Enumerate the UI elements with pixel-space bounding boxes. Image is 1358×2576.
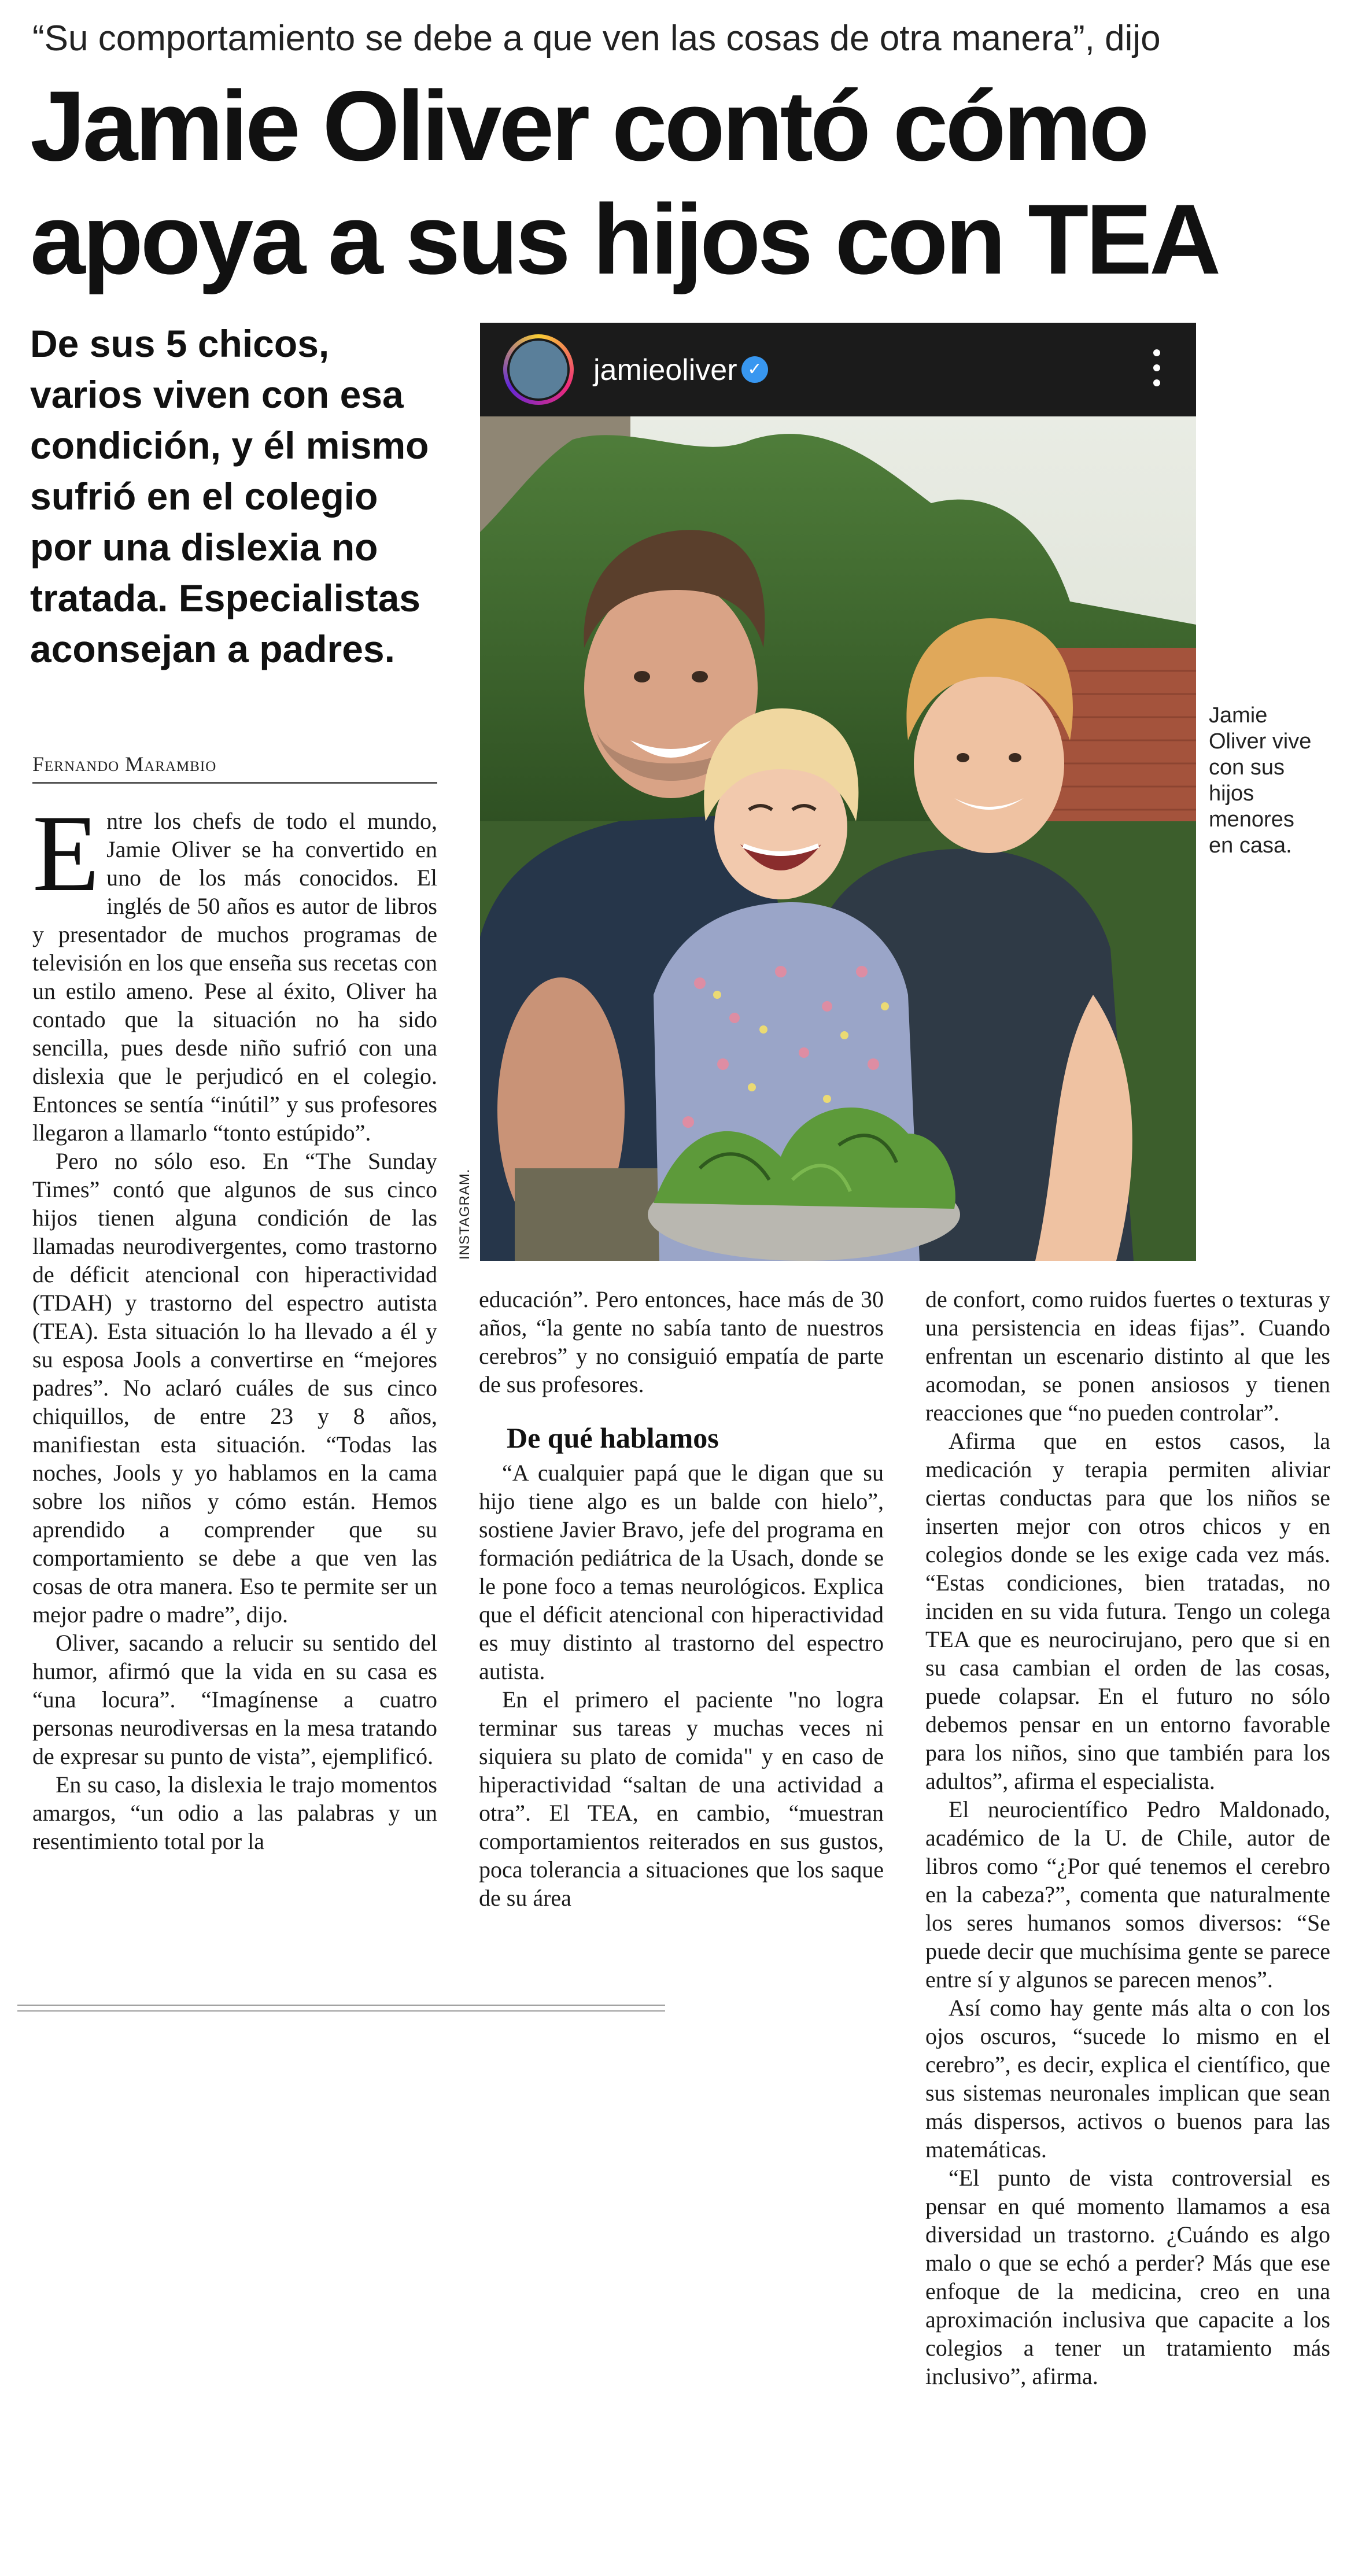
article-deck: De sus 5 chicos, varios viven con esa condición, y él mismo sufrió en el colegio por una dislexia no tratada. Especialistas aconsejan a padres. [30, 322, 429, 670]
paragraph [32, 793, 437, 1147]
instagram-post-photo [480, 323, 1196, 1261]
instagram-username: jamieoliver [593, 353, 737, 387]
article-column-1 [32, 793, 437, 1855]
article-byline: Fernando Marambio [32, 752, 437, 784]
paragraph: de confort, como ruidos fuertes o texturas y una persistencia en ideas fijas”. Cuando enfrentan un escenario distinto al que les acomodan, se ponen ansiosos y tienen reacciones que “no pueden controlar”. [925, 1286, 1330, 1426]
boy-face [914, 674, 1064, 853]
instagram-header-bar [480, 323, 1196, 416]
headline-line-2: apoya a sus hijos con TEA [30, 184, 1219, 295]
avatar-image [507, 338, 570, 401]
photo-credit: INSTAGRAM. [457, 1168, 473, 1260]
article-column-3 [925, 1285, 1330, 2390]
photo-caption: Jamie Oliver vive con sus hijos menores en casa. [1209, 703, 1312, 858]
drop-cap: E [32, 793, 100, 914]
avatar [503, 334, 574, 405]
menu-dot [1153, 379, 1160, 386]
paragraph: Afirma que en estos casos, la medicación y terapia permiten aliviar ciertas conductas para que los niños se inserten mejor con otros chicos y en colegios donde se les exige cada vez más. “Estas condiciones, bien tratadas, no inciden en su vida futura. Tengo un colega TEA que es neurocirujano, pero que si en su casa cambian el orden de las cosas, puede colapsar. En el futuro no sólo debemos pensar en un entorno favorable para los niños, sino que también para los adultos”, afirma el especialista. [925, 1428, 1330, 1794]
menu-dot [1153, 364, 1160, 371]
article-headline [30, 69, 1337, 296]
paragraph: “A cualquier papá que le digan que su hijo tiene algo es un balde con hielo”, sostiene Javier Bravo, jefe del programa en formación pediátrica de la Usach, donde se le pone foco a temas neurológicos. Explica que el déficit atencional con hiperactividad es muy distinto al trastorno del espectro autista. [479, 1460, 884, 1684]
menu-dot [1153, 349, 1160, 356]
paragraph-text: ntre los chefs de todo el mundo, Jamie Oliver se ha convertido en uno de los más conocidos. El inglés de 50 años es autor de libros y presentador de muchos programas de televisión en los que enseña sus recetas con un estilo ameno. Pese al éxito, Oliver ha contado que la situación no ha sido sencilla, pues desde niño sufrió con una dislexia que le perjudicó en el colegio. Entonces se sentía “inútil” y sus profesores llegaron a llamarlo “tonto estúpido”. [32, 808, 437, 1146]
paragraph: En su caso, la dislexia le trajo momentos amargos, “un odio a las palabras y un resentimiento total por la [32, 1772, 437, 1854]
verified-badge-icon: ✓ [741, 356, 768, 383]
section-subhead: De qué hablamos [507, 1422, 719, 1454]
article-column-2 [479, 1285, 884, 1912]
paragraph: Así como hay gente más alta o con los ojos oscuros, “sucede lo mismo en el cerebro”, es decir, explica el científico, que sus sistemas neuronales implican que sean más dispersos, activos o buenos para las matemáticas. [925, 1995, 1330, 2162]
article-kicker: “Su comportamiento se debe a que ven las cosas de otra manera”, dijo [32, 19, 1161, 58]
man-shorts [515, 1168, 665, 1261]
paragraph: Pero no sólo eso. En “The Sunday Times” contó que algunos de sus cinco hijos tienen alguna condición de las llamadas neurodivergentes, como trastorno de déficit atencional con hiperactividad (TDAH) y trastorno del espectro autista (TEA). Esta situación lo ha llevado a él y su esposa Jools a convertirse en “mejores padres”. No aclaró cuáles de sus cinco chiquillos, de entre 23 y 8 años, manifiestan esta situación. “Todas las noches, Jools y yo hablamos en la cama sobre los niños y cómo están. Hemos aprendido a comprender que su comportamiento se debe a que ven las cosas de otra manera. Eso te permite ser un mejor padre o madre”, dijo. [32, 1148, 437, 1627]
paragraph: El neurocientífico Pedro Maldonado, académico de la U. de Chile, autor de libros como “¿Por qué tenemos el cerebro en la cabeza?”, comenta que naturalmente los seres humanos somos diversos: “Se puede decir que muchísima gente se parece entre sí y algunos se parecen menos”. [925, 1796, 1330, 1992]
paragraph: Oliver, sacando a relucir su sentido del humor, afirmó que la vida en su casa es “una locura”. “Imagínense a cuatro personas neurodiversas en la mesa tratando de expresar su punto de vista”, ejemplificó. [32, 1630, 437, 1769]
more-options-icon [1153, 349, 1161, 390]
family-photo-scene [480, 416, 1196, 1261]
paragraph: En el primero el paciente "no logra terminar sus tareas y muchas veces ni siquiera su plato de comida" y en caso de hiperactividad “saltan de una actividad a otra”. El TEA, en cambio, “muestran comportamientos reiterados en sus gustos, poca tolerancia a situaciones que los saque de su área [479, 1686, 884, 1911]
paragraph: educación”. Pero entonces, hace más de 30 años, “la gente no sabía tanto de nuestros cerebros” y no consiguió empatía de parte de sus profesores. [479, 1286, 884, 1397]
paragraph: “El punto de vista controversial es pensar en qué momento llamamos a esa diversidad un trastorno. ¿Cuándo es algo malo o que se echó a perder? Más que ese enfoque de la medicina, creo en una aproximación inclusiva que capacite a los colegios a tener un tratamiento más inclusivo”, afirma. [925, 2165, 1330, 2389]
bottom-divider-rule [17, 2005, 665, 2012]
headline-line-1: Jamie Oliver contó cómo [30, 71, 1147, 182]
